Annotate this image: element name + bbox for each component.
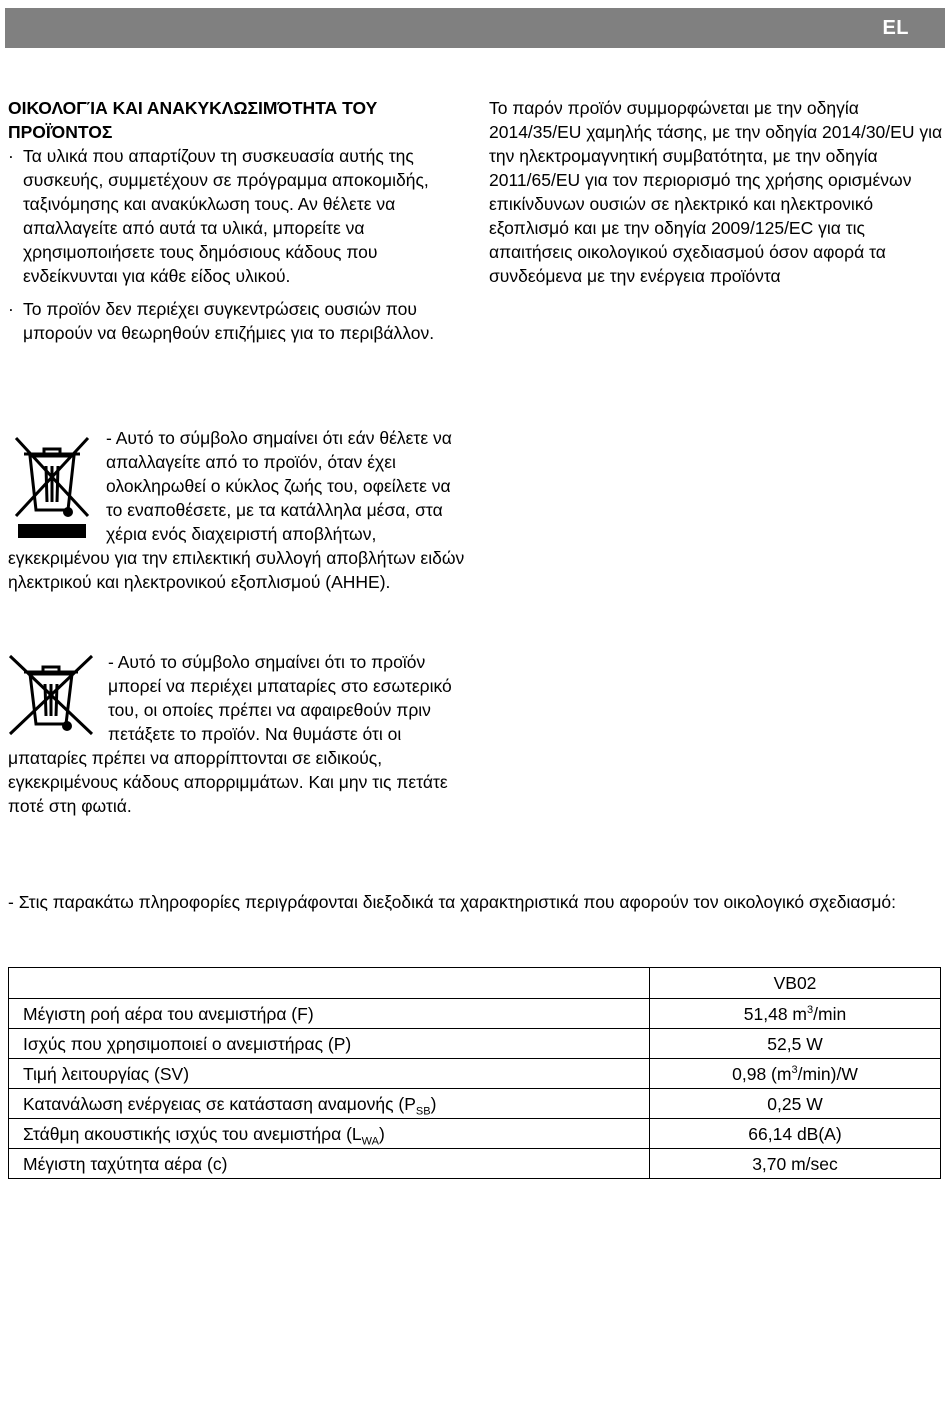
language-code: EL (882, 17, 909, 39)
weee-notice (8, 426, 468, 594)
spec-label: Ισχύς που χρησιμοποιεί ο ανεμιστήρας (P) (9, 1029, 650, 1059)
bullet-marker: · (8, 146, 14, 166)
table-header-row (9, 968, 941, 999)
spec-value: 51,48 $m^3/\min$ (650, 999, 941, 1029)
battery-notice-text: - Αυτό το σύμβολο σημαίνει ότι το προϊόν μπορεί να περιέχει μπαταρίες στο εσωτερικό του, οι οποίες πρέπει να αφαιρεθούν πριν πετάξετε το προϊόν. Να θυμάστε ότι οι μπαταρίες πρέπει να απορρίπτονται σε ειδικούς, εγκεκριμένους κάδους απορριμμάτων. Και μην τις πετάτε ποτέ στη φωτιά. (8, 652, 452, 816)
bullet-text: Τα υλικά που απαρτίζουν τη συσκευασία αυτής της συσκευής, συμμετέχουν σε πρόγραμμα αποκομιδής, ταξινόμησης και ανακύκλωση τους. Αν θέλετε να απαλλαγείτε από αυτά τα υλικά, μπορείτε να χρησιμοποιήσετε τους δημόσιους κάδους που ενδείκνυνται για κάθε είδος υλικού. (23, 146, 429, 286)
table-row (9, 1119, 941, 1149)
bullet-text: Το προϊόν δεν περιέχει συγκεντρώσεις ουσιών που μπορούν να θεωρηθούν επιζήμιες για το περιβάλλον. (23, 299, 435, 343)
header-bar (5, 8, 945, 48)
right-column (489, 96, 943, 288)
table-row (9, 1149, 941, 1179)
section-title: ΟΙΚΟΛΟΓΊΑ ΚΑΙ ΑΝΑΚΥΚΛΩΣΙΜΌΤΗΤΑ ΤΟΥ ΠΡΟΪΌΝΤΟΣ (8, 98, 378, 142)
ecodesign-intro: - Στις παρακάτω πληροφορίες περιγράφονται διεξοδικά τα χαρακτηριστικά που αφορούν τον οικολογικό σχεδιασμό: (8, 892, 896, 912)
weee-notice-text: - Αυτό το σύμβολο σημαίνει ότι εάν θέλετε να απαλλαγείτε από το προϊόν, όταν έχει ολοκληρωθεί ο κύκλος ζωής του, οφείλετε να το εναποθέσετε, με τα κατάλληλα μέσα, στα χέρια ενός διαχειριστή αποβλήτων, εγκεκριμένου για την επιλεκτική συλλογή αποβλήτων ειδών ηλεκτρικού και ηλεκτρονικού εξοπλισμού (ΑΗΗΕ). (8, 428, 465, 592)
crossed-out-wheelie-bin-with-bar-icon (12, 430, 92, 542)
table-row (9, 1059, 941, 1089)
spec-value: 0,25 W (650, 1089, 941, 1119)
spec-value: 3,70 m/sec (650, 1149, 941, 1179)
table-cell (9, 968, 650, 999)
left-column (8, 96, 470, 345)
bullet-substances (8, 297, 470, 345)
table-row (9, 1029, 941, 1059)
spec-label: Κατανάλωση ενέργειας σε κατάσταση αναμονής $(P_{SB})$ (9, 1089, 650, 1119)
crossed-out-wheelie-bin-icon (8, 652, 94, 738)
spec-table (8, 967, 941, 1179)
battery-notice (8, 650, 468, 818)
model-name: VB02 (650, 968, 941, 999)
spec-value: 66,14 dB(A) (650, 1119, 941, 1149)
spec-label: Τιμή λειτουργίας (SV) (9, 1059, 650, 1089)
spec-label: Μέγιστη ροή αέρα του ανεμιστήρα (F) (9, 999, 650, 1029)
bullet-marker: · (8, 299, 14, 319)
table-row (9, 1089, 941, 1119)
spec-value: 0,98 $(m^3/\min)/W$ (650, 1059, 941, 1089)
table-row (9, 999, 941, 1029)
spec-value: 52,5 W (650, 1029, 941, 1059)
spec-label: Μέγιστη ταχύτητα αέρα (c) (9, 1149, 650, 1179)
compliance-statement: Το παρόν προϊόν συμμορφώνεται με την οδηγία 2014/35/EU χαμηλής τάσης, με την οδηγία 2014/30/EU για την ηλεκτρομαγνητική συμβατότητα, με την οδηγία 2011/65/EU για τον περιορισμό της χρήσης ορισμένων επικίνδυνων ουσιών σε ηλεκτρικό και ηλεκτρονικό εξοπλισμό και με την οδηγία 2009/125/EC για τις απαιτήσεις οικολογικού σχεδιασμού όσον αφορά τα συνδεόμενα με την ενέργεια προϊόντα (489, 98, 943, 286)
bullet-packaging (8, 144, 470, 288)
spec-label: Στάθμη ακουστικής ισχύς του ανεμιστήρα $(L_{WA})$ (9, 1119, 650, 1149)
